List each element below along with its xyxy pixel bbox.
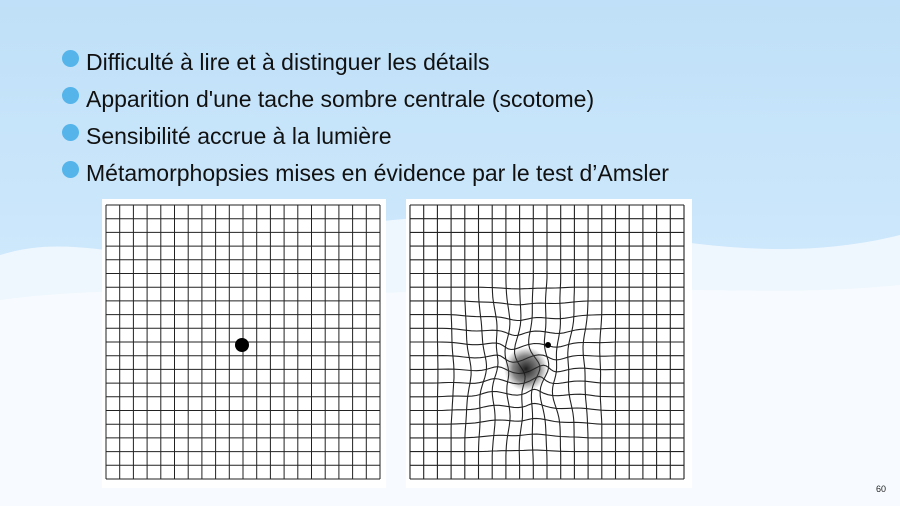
bullet-item bbox=[62, 155, 669, 192]
bullet-item bbox=[62, 81, 669, 118]
bullet-dot-icon bbox=[62, 50, 79, 67]
amsler-grid-distorted bbox=[406, 199, 692, 488]
amsler-grid-normal bbox=[102, 199, 386, 488]
amsler-grid-normal-icon bbox=[102, 199, 386, 488]
bullet-dot-icon bbox=[62, 87, 79, 104]
bullet-text: Métamorphopsies mises en évidence par le test d’Amsler bbox=[86, 160, 669, 186]
bullet-dot-icon bbox=[62, 124, 79, 141]
scotoma-icon bbox=[504, 347, 548, 391]
bullet-text: Sensibilité accrue à la lumière bbox=[86, 123, 392, 149]
bullet-text: Apparition d'une tache sombre centrale (scotome) bbox=[86, 86, 595, 112]
amsler-grid-distorted-icon bbox=[406, 199, 692, 488]
page-number: 60 bbox=[875, 484, 886, 494]
bullet-list bbox=[62, 44, 669, 192]
fixation-dot-icon bbox=[545, 342, 551, 348]
fixation-dot-icon bbox=[235, 338, 249, 352]
bullet-item bbox=[62, 44, 669, 81]
bullet-text: Difficulté à lire et à distinguer les détails bbox=[86, 49, 490, 75]
bullet-dot-icon bbox=[62, 161, 79, 178]
bullet-item bbox=[62, 118, 669, 155]
